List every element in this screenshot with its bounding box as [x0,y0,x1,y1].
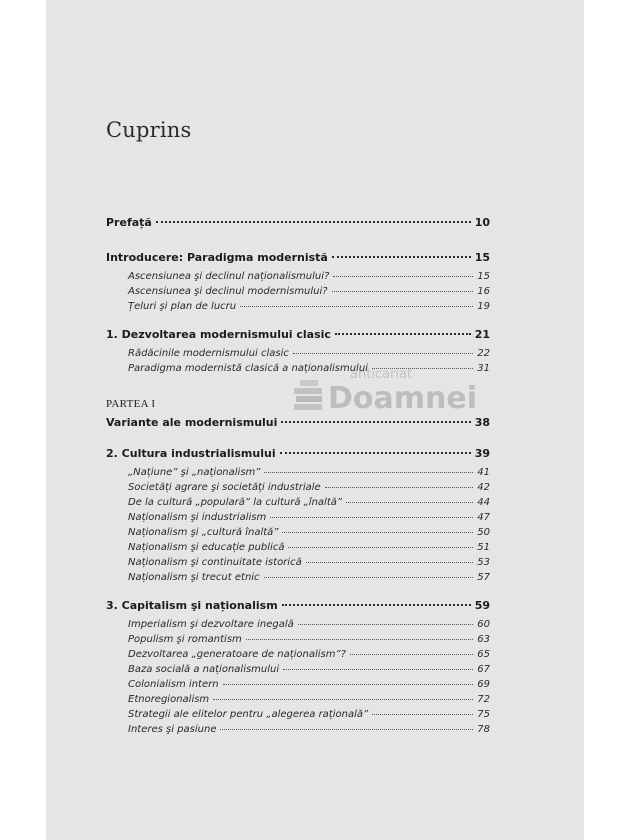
toc-entry-label: Naționalism şi continuitate istorică [128,557,302,568]
toc-entry-label: Etnoregionalism [128,694,210,705]
toc-entry-label: Prefață [106,216,152,229]
toc-entry-part-1 [106,416,490,429]
toc-entry-label: 3. Capitalism şi naționalism [106,599,278,612]
toc-entry-label: Naționalism şi „cultură înaltă” [128,527,279,538]
book-stack-icon [294,380,322,410]
toc-entry-page: 21 [474,328,490,341]
toc-entry-label: Variante ale modernismului [106,416,278,429]
toc-entry-label: Introducere: Paradigma modernistă [106,251,328,264]
toc-subentry [128,286,490,297]
toc-entry-label: Dezvoltarea „generatoare de naționalism”? [128,649,346,660]
dot-leader [372,368,473,369]
dot-leader [333,276,473,277]
toc-entry-label: Interes şi pasiune [128,724,217,735]
toc-entry-page: 15 [474,251,490,264]
toc-entry-label: 1. Dezvoltarea modernismului clasic [106,328,331,341]
toc-entry-page: 16 [477,286,490,297]
dot-leader [280,452,471,454]
toc-entry-page: 10 [474,216,490,229]
toc-entry-label: Strategii ale elitelor pentru „alegerea rațională” [128,709,369,720]
toc-subentry [128,482,490,493]
watermark-line1: anticariat [350,367,413,382]
toc-entry-page: 78 [477,724,490,735]
dot-leader [246,639,473,640]
dot-leader [283,669,473,670]
toc-entry-page: 72 [477,694,490,705]
dot-leader [264,472,473,473]
dot-leader [223,684,474,685]
toc-subentry [128,709,490,720]
toc-entry-page: 50 [477,527,490,538]
toc-entry-chapter-1 [106,328,490,341]
toc-entry-label: Societăți agrare şi societăți industriale [128,482,321,493]
toc-subentry [128,512,490,523]
toc-subentry [128,271,490,282]
toc-entry-label: „Națiune” şi „naționalism” [128,467,261,478]
toc-entry-page: 53 [477,557,490,568]
toc-subentry [128,467,490,478]
toc-entry-label: Naționalism şi industrialism [128,512,267,523]
toc-subentry [128,679,490,690]
toc-subentry [128,301,490,312]
watermark-line2: Doamnei [328,381,478,416]
toc-subentry [128,348,490,359]
dot-leader [281,421,470,423]
toc-entry-page: 44 [477,497,490,508]
toc-entry-page: 22 [477,348,490,359]
toc-subentry [128,557,490,568]
toc-entry-page: 67 [477,664,490,675]
dot-leader [220,729,473,730]
toc-subentry [128,363,490,374]
dot-leader [298,624,473,625]
dot-leader [240,306,473,307]
toc-subentry [128,527,490,538]
part-label: PARTEA I [106,398,156,410]
toc-entry-label: Rădăcinile modernismului clasic [128,348,289,359]
dot-leader [306,562,474,563]
toc-entry-label: Paradigma modernistă clasică a naționalismului [128,363,368,374]
toc-subentry [128,542,490,553]
toc-entry-page: 60 [477,619,490,630]
toc-entry-label: De la cultură „populară” la cultură „înaltă” [128,497,343,508]
book-page [46,0,584,840]
toc-entry-page: 75 [477,709,490,720]
toc-subentry [128,497,490,508]
dot-leader [293,353,473,354]
dot-leader [332,256,471,258]
dot-leader [332,291,474,292]
toc-subentry [128,619,490,630]
toc-entry-label: Țeluri şi plan de lucru [128,301,237,312]
page-title: Cuprins [106,118,192,142]
toc-entry-page: 57 [477,572,490,583]
toc-entry-label: Naționalism şi educație publică [128,542,285,553]
toc-entry-page: 59 [474,599,490,612]
toc-entry-page: 63 [477,634,490,645]
dot-leader [372,714,473,715]
toc-entry-page: 42 [477,482,490,493]
toc-entry-page: 41 [477,467,490,478]
toc [106,0,526,840]
dot-leader [288,547,473,548]
toc-entry-page: 15 [477,271,490,282]
toc-entry-chapter-3 [106,599,490,612]
toc-entry-page: 51 [477,542,490,553]
toc-entry-prefata [106,216,490,229]
toc-entry-label: Colonialism intern [128,679,219,690]
toc-entry-page: 69 [477,679,490,690]
toc-entry-chapter-2 [106,447,490,460]
toc-entry-page: 31 [477,363,490,374]
toc-entry-label: Baza socială a naționalismului [128,664,280,675]
dot-leader [335,333,471,335]
toc-entry-page: 65 [477,649,490,660]
dot-leader [346,502,473,503]
toc-entry-page: 47 [477,512,490,523]
toc-entry-page: 38 [474,416,490,429]
toc-entry-page: 19 [477,301,490,312]
dot-leader [156,221,471,223]
toc-subentry [128,572,490,583]
dot-leader [350,654,473,655]
toc-entry-label: Imperialism şi dezvoltare inegală [128,619,294,630]
dot-leader [213,699,473,700]
toc-entry-label: Ascensiunea şi declinul naționalismului? [128,271,330,282]
toc-entry-label: Ascensiunea şi declinul modernismului? [128,286,328,297]
toc-entry-label: 2. Cultura industrialismului [106,447,276,460]
toc-subentry [128,694,490,705]
dot-leader [282,532,473,533]
toc-entry-page: 39 [474,447,490,460]
toc-subentry [128,634,490,645]
dot-leader [325,487,474,488]
toc-entry-label: Naționalism şi trecut etnic [128,572,260,583]
toc-entry-introducere [106,251,490,264]
toc-subentry [128,664,490,675]
dot-leader [282,604,471,606]
toc-subentry [128,724,490,735]
toc-entry-label: Populism şi romantism [128,634,242,645]
toc-subentry [128,649,490,660]
dot-leader [270,517,473,518]
dot-leader [264,577,474,578]
